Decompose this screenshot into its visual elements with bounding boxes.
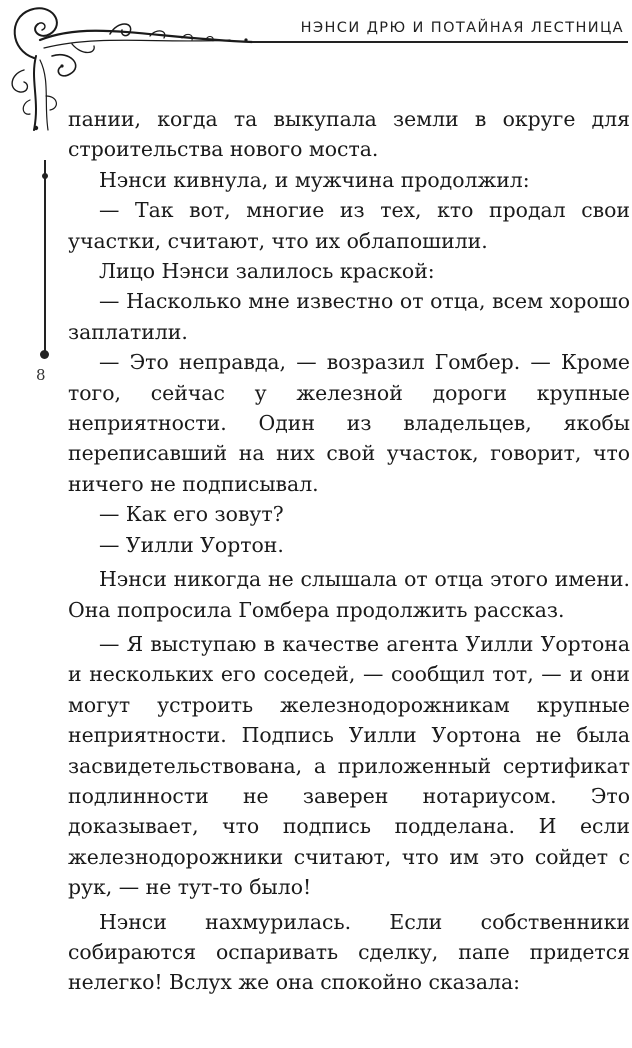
paragraph: — Так вот, многие из тех, кто продал свои участки, считают, что их облапошили.: [68, 198, 630, 253]
paragraph: Нэнси нахмурилась. Если собственники собираются оспаривать сделку, папе придется нелегко! Вслух же она спокойно сказала:: [68, 909, 630, 995]
page-number: 8: [36, 366, 46, 384]
paragraph: Нэнси кивнула, и мужчина продолжил:: [99, 167, 530, 192]
running-header: [252, 18, 628, 44]
side-rule: [44, 160, 46, 352]
body-text: [68, 104, 630, 998]
paragraph: — Это неправда, — возразил Гомбер. — Кроме того, сейчас у железной дороги крупные неприятности. Один из владельцев, якобы переписавший на них свой участок, говорит, что ничего не подписывал.: [68, 350, 630, 496]
header-rule: [252, 41, 628, 43]
side-rule-bottom-dot: [40, 350, 49, 359]
running-title: НЭНСИ ДРЮ И ПОТАЙНАЯ ЛЕСТНИЦА: [300, 20, 624, 36]
paragraph: Нэнси никогда не слышала от отца этого имени. Она попросила Гомбера продолжить рассказ.: [68, 567, 630, 622]
paragraph: Лицо Нэнси залилось краской:: [99, 259, 435, 284]
paragraph: — Как его зовут?: [99, 502, 284, 527]
paragraph: — Насколько мне известно от отца, всем хорошо заплатили.: [68, 289, 630, 344]
paragraph: — Уилли Уортон.: [99, 532, 284, 557]
paragraph: пании, когда та выкупала земли в округе для строительства нового моста.: [68, 107, 630, 162]
paragraph: — Я выступаю в качестве агента Уилли Уортона и нескольких его соседей, — сообщил тот, — и они могут устроить железнодорожникам крупные неприятности. Подпись Уилли Уортона не была засвидетельствована, а приложенный сертификат подлинности не заверен нотариусом. Это доказывает, что подпись подделана. И если железнодорожники считают, что им это сойдет с рук, — не тут-то было!: [68, 631, 630, 900]
